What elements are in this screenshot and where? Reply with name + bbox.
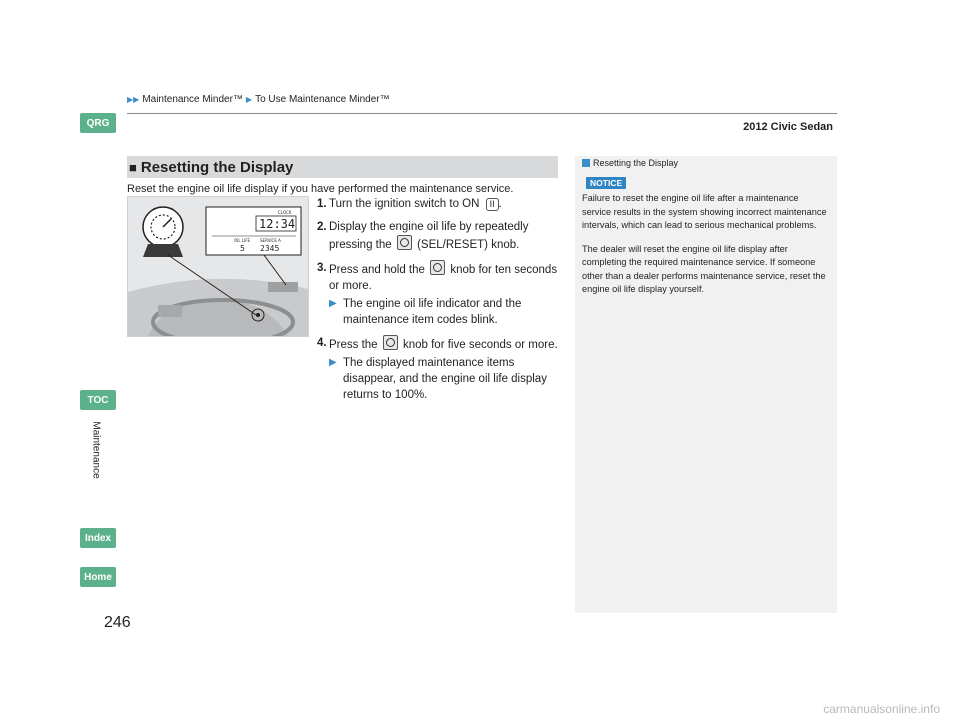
section-heading: [127, 156, 558, 178]
step-3: [317, 260, 567, 328]
sel-reset-knob-icon: [383, 335, 398, 350]
note-title-text[interactable]: Resetting the Display: [593, 158, 679, 168]
step-number: 2.: [317, 221, 327, 233]
note-paragraph-1: Failure to reset the engine oil life after a maintenance service results in the system showing incorrect maintenance intervals, which can lead to serious mechanical problems.: [582, 193, 827, 230]
clock-readout: 12:34: [259, 217, 296, 231]
step-1: [317, 196, 567, 212]
tab-qrg[interactable]: QRG: [80, 113, 116, 133]
dashboard-illustration: [127, 196, 309, 337]
step-text-end: knob for five seconds or more.: [402, 339, 558, 351]
breadcrumb-arrow-icon: ▶▶: [127, 95, 140, 104]
note-title: [582, 158, 678, 168]
tab-home[interactable]: Home: [80, 567, 116, 587]
step-text: Press the: [329, 339, 378, 351]
step-text: Turn the ignition switch to ON: [329, 198, 480, 210]
note-marker-icon: [582, 159, 590, 167]
clock-label: CLOCK: [278, 210, 292, 215]
note-paragraph-2: The dealer will reset the engine oil life display after completing the required maintenance service. If someone other than a dealer performs maintenance service, reset the engine oil life display yourself.: [582, 243, 826, 294]
model-label: 2012 Civic Sedan: [743, 121, 833, 133]
sel-reset-knob-icon: [397, 235, 412, 250]
step-text: Press and hold the: [329, 264, 425, 276]
step-text-end: (SEL/RESET) knob.: [417, 239, 520, 251]
step-result: [329, 355, 567, 403]
breadcrumb: [127, 94, 390, 105]
step-2: [317, 219, 567, 253]
step-4: [317, 335, 567, 403]
oil-life-value: 5: [240, 244, 245, 253]
section-title: Resetting the Display: [140, 158, 294, 176]
breadcrumb-arrow-icon: ▶: [245, 95, 253, 104]
watermark: carmanualsonline.info: [823, 702, 940, 716]
result-text: The engine oil life indicator and the maintenance item codes blink.: [343, 298, 522, 326]
breadcrumb-item-1[interactable]: Maintenance Minder™: [142, 94, 243, 105]
tab-toc[interactable]: TOC: [80, 390, 116, 410]
sel-reset-knob-icon: [430, 260, 445, 275]
chapter-label: Maintenance: [90, 421, 102, 479]
step-text-end: .: [498, 198, 502, 210]
step-result: [329, 296, 567, 328]
step-number: 1.: [317, 198, 327, 210]
steps-list: [317, 196, 567, 410]
odometer-value: 2345: [260, 244, 280, 253]
oil-life-label: OIL LIFE: [234, 238, 251, 243]
step-text-end: knob for ten seconds or more.: [329, 264, 558, 292]
square-icon: ■: [129, 159, 137, 175]
section-intro: Reset the engine oil life display if you have performed the maintenance service.: [127, 183, 514, 195]
step-number: 4.: [317, 337, 327, 349]
result-arrow-icon: ▶: [329, 357, 337, 368]
header-divider: [127, 113, 837, 114]
result-text: The displayed maintenance items disappear, and the engine oil life display returns to 100%.: [343, 357, 547, 401]
result-arrow-icon: ▶: [329, 298, 337, 309]
breadcrumb-item-2[interactable]: To Use Maintenance Minder™: [255, 94, 390, 105]
dashboard-drawing: [128, 197, 308, 336]
step-number: 3.: [317, 262, 327, 274]
service-label: SERVICE A: [260, 238, 281, 243]
step-text: Display the engine oil life by repeatedly pressing the: [329, 221, 529, 251]
tab-index[interactable]: Index: [80, 528, 116, 548]
notice-badge: NOTICE: [586, 177, 626, 189]
ignition-key-icon: II: [486, 198, 499, 211]
note-body: [582, 192, 830, 307]
page-number: 246: [104, 614, 131, 631]
